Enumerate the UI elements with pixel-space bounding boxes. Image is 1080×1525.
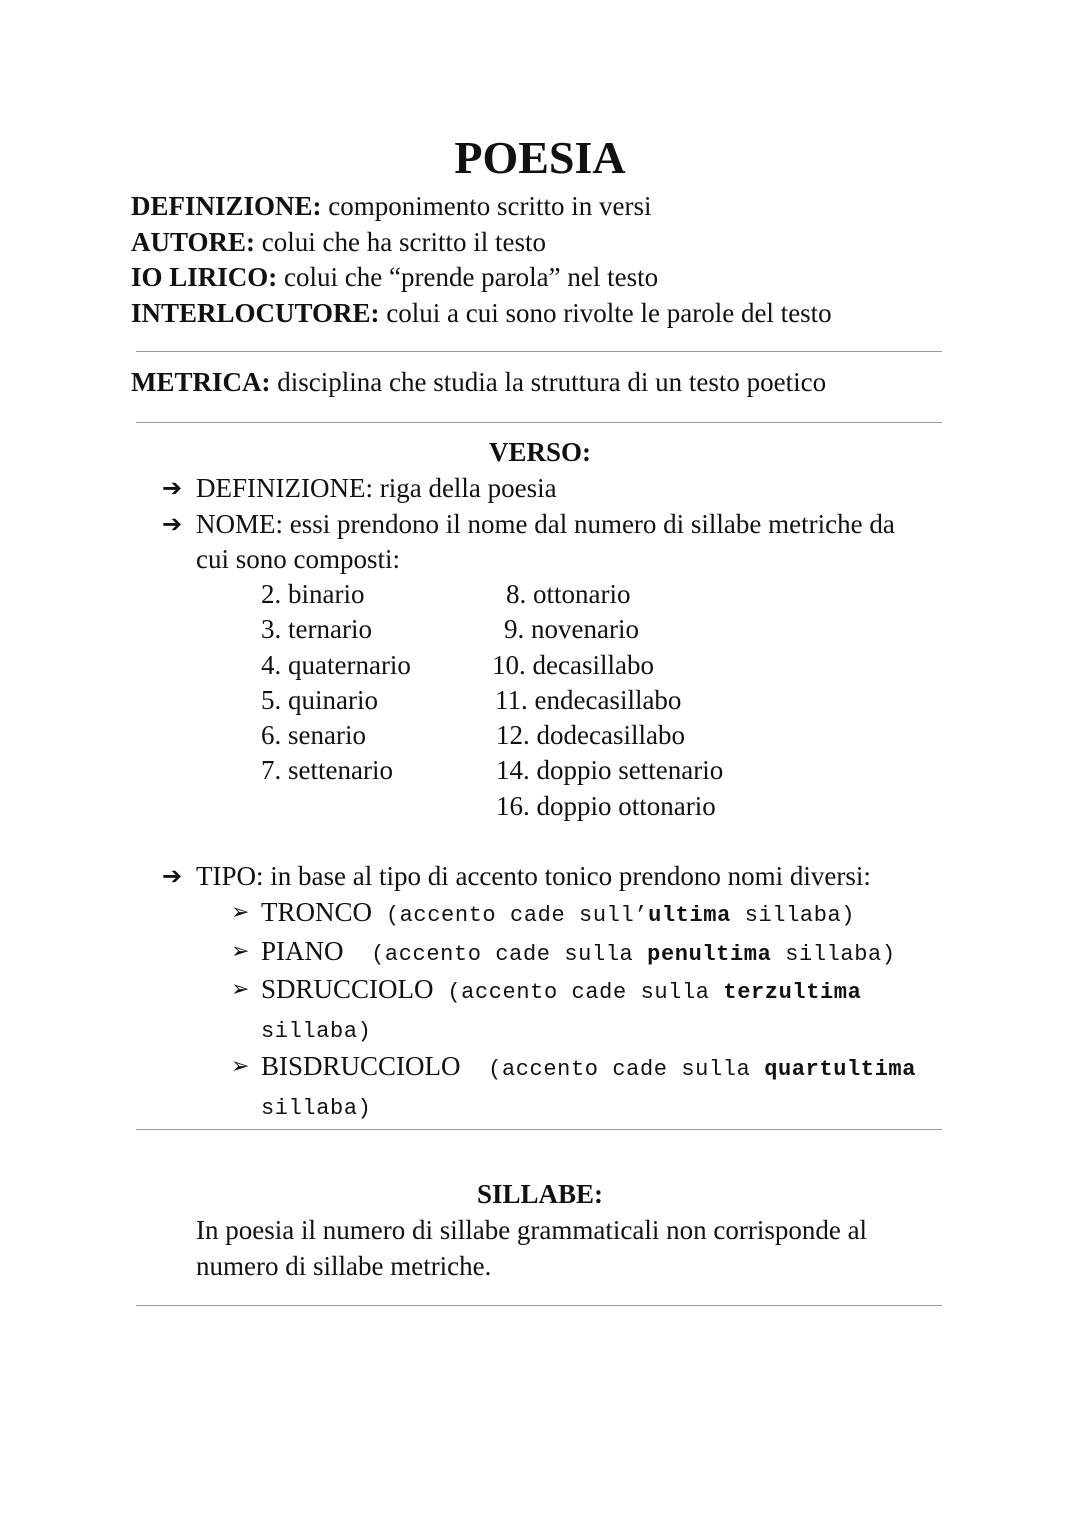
divider (136, 351, 942, 352)
accent-type-sdrucciolo: ➢ SDRUCCIOLO (accento cade sulla terzultima (231, 972, 916, 1011)
definition-line (131, 225, 832, 261)
verse-name: 7. settenario (261, 755, 393, 786)
definition-line (131, 260, 832, 296)
accent-types (231, 895, 916, 1126)
sillabe-line: numero di sillabe metriche. (196, 1250, 492, 1281)
verse-name: 9. novenario (504, 614, 639, 645)
verse-name: 8. ottonario (506, 579, 631, 609)
definition-line (131, 189, 832, 225)
definitions-block (131, 189, 832, 331)
accent-type-tronco: ➢ TRONCO (accento cade sull’ultima sillaba) (231, 895, 916, 934)
metrica-text: disciplina che studia la struttura di un testo poetico (270, 367, 827, 397)
tipo-bullet-block (162, 859, 871, 895)
accent-type-bisdrucciolo-cont: sillaba) (261, 1095, 372, 1121)
verse-names-right (492, 577, 723, 824)
sillabe-heading: SILLABE: (476, 1179, 604, 1209)
verso-bullets (162, 471, 895, 578)
metrica-line (131, 365, 826, 400)
divider (136, 422, 942, 423)
arrow-icon: ➔ (162, 509, 183, 538)
verse-names-left (261, 577, 411, 789)
verse-name: 14. doppio settenario (496, 755, 724, 786)
definition-line (131, 296, 832, 332)
arrow-icon: ➔ (162, 474, 183, 502)
accent-type-piano: ➢ PIANO (accento cade sulla penultima sillaba) (231, 934, 916, 973)
verse-name: 10. decasillabo (492, 649, 654, 680)
definition-text: componimento scritto in versi (321, 191, 652, 221)
accent-type-sdrucciolo-cont: sillaba) (261, 1018, 372, 1044)
verse-name: 4. quaternario (261, 649, 411, 680)
sub-arrow-icon: ➢ (231, 977, 250, 1002)
bullet-tipo: ➔ TIPO: in base al tipo di accento tonico prendono nomi diversi: (162, 859, 871, 895)
bullet-definizione: ➔ DEFINIZIONE: riga della poesia (162, 471, 895, 507)
verse-name: 11. endecasillabo (495, 684, 682, 715)
verso-heading: VERSO: (488, 437, 591, 467)
definition-text: colui che ha scritto il testo (255, 226, 546, 257)
verse-name: 12. dodecasillabo (496, 720, 685, 751)
definition-term: DEFINIZIONE: (131, 191, 322, 221)
verse-name: 3. ternario (261, 614, 372, 645)
arrow-icon: ➔ (162, 862, 183, 890)
sillabe-text (196, 1213, 867, 1284)
sub-arrow-icon: ➢ (231, 1054, 250, 1079)
bullet-nome: ➔ NOME: essi prendono il nome dal numero di sillabe metriche da (162, 507, 895, 543)
verse-name: 16. doppio ottonario (496, 790, 716, 821)
definition-term: AUTORE: (131, 226, 256, 257)
definition-term: IO LIRICO: (131, 262, 278, 292)
verse-name: 2. binario (261, 579, 365, 609)
divider (136, 1129, 942, 1130)
verse-name: 5. quinario (261, 684, 378, 715)
definition-text: colui a cui sono rivolte le parole del testo (379, 297, 832, 328)
accent-type-bisdrucciolo: ➢ BISDRUCCIOLO (accento cade sulla quartultima (231, 1049, 916, 1088)
divider (136, 1305, 942, 1306)
verse-name: 6. senario (261, 720, 366, 751)
definition-term: INTERLOCUTORE: (131, 297, 380, 328)
sillabe-line: In poesia il numero di sillabe grammaticali non corrisponde al (196, 1215, 868, 1245)
bullet-nome-continuation: cui sono composti: (196, 544, 400, 574)
sub-arrow-icon: ➢ (231, 900, 250, 925)
definition-text: colui che “prende parola” nel testo (277, 262, 659, 292)
page-title: POESIA (454, 132, 626, 183)
sub-arrow-icon: ➢ (231, 938, 250, 964)
metrica-term: METRICA: (131, 367, 271, 397)
